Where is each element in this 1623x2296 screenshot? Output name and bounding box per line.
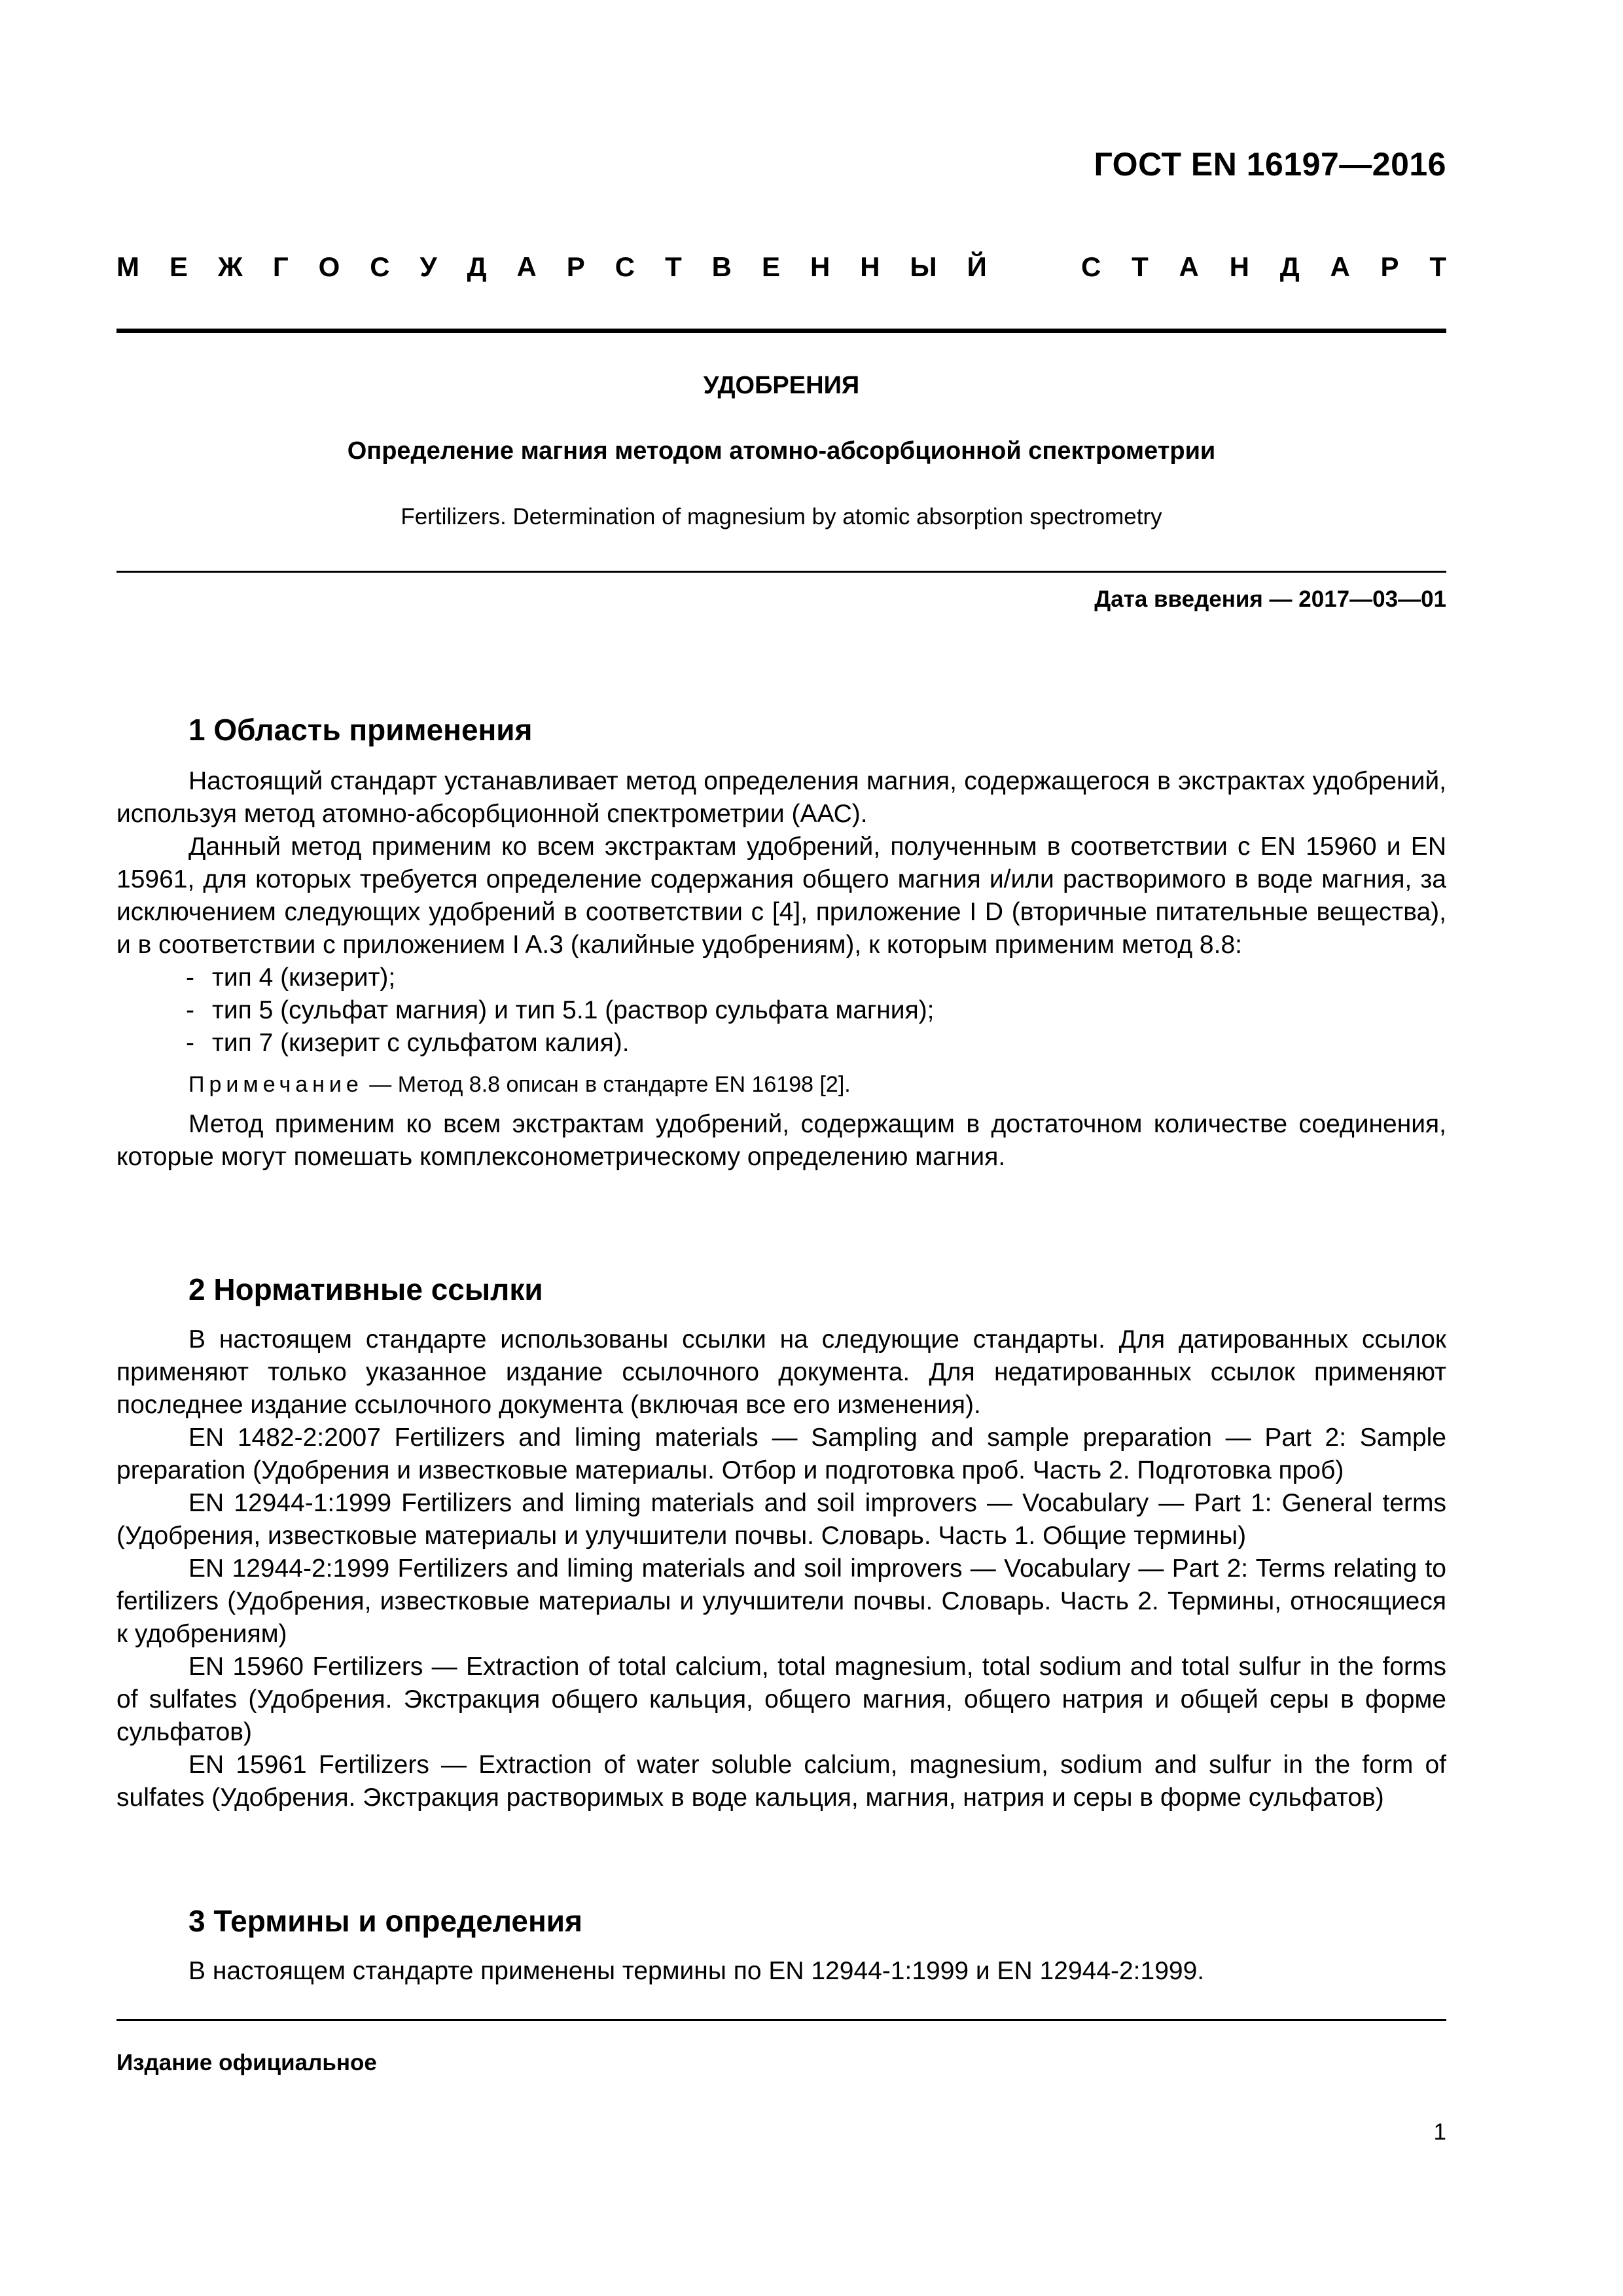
banner-letter: О — [318, 251, 340, 282]
section-heading: 2 Нормативные ссылки — [188, 1272, 543, 1306]
section-heading: 3 Термины и определения — [188, 1904, 582, 1938]
section-heading: 1 Область применения — [188, 713, 533, 747]
exclusion-list — [116, 961, 1446, 1060]
banner-letter: У — [419, 251, 437, 282]
banner-letter: Р — [566, 251, 585, 282]
banner-letter: Т — [1429, 251, 1446, 282]
banner-letter: Т — [665, 251, 682, 282]
page-number: 1 — [1433, 2119, 1446, 2145]
paragraph: Настоящий стандарт устанавливает метод определения магния, содержащегося в экстрактах удобрений, используя метод атомно-абсорбционной спектрометрии (ААС). — [116, 767, 1446, 828]
section-normative-references — [116, 1270, 1446, 1814]
document-title: УДОБРЕНИЯ — [703, 372, 860, 399]
banner-letter: Н — [810, 251, 830, 282]
banner-letter: А — [516, 251, 537, 282]
english-title: Fertilizers. Determination of magnesium by atomic absorption spectrometry — [401, 504, 1162, 529]
standard-word — [1081, 251, 1446, 283]
document-page — [116, 0, 1446, 2296]
interstate-standard-banner — [116, 251, 1446, 283]
list-item: - тип 5 (сульфат магния) и тип 5.1 (раствор сульфата магния); — [186, 996, 935, 1024]
header-divider — [116, 329, 1446, 333]
banner-letter: Г — [272, 251, 289, 282]
note — [188, 1069, 1446, 1100]
banner-letter: Т — [1132, 251, 1149, 282]
banner-letter: Р — [1380, 251, 1399, 282]
section-terms — [116, 1901, 1446, 1988]
document-subtitle: Определение магния методом атомно-абсорбционной спектрометрии — [347, 437, 1216, 465]
paragraph: В настоящем стандарте применены термины по EN 12944-1:1999 и EN 12944-2:1999. — [188, 1957, 1205, 1985]
note-label: Примечание — [188, 1072, 363, 1097]
banner-letter: Е — [169, 251, 188, 282]
standard-number: ГОСТ EN 16197—2016 — [1094, 146, 1446, 183]
banner-letter: Д — [1279, 251, 1300, 282]
paragraph: В настоящем стандарте использованы ссылки на следующие стандарты. Для датированных ссылок применяют только указанное издание ссылочного документа. Для недатированных ссылок применяют последнее издание ссылочного документа (включая все его изменения). — [116, 1325, 1446, 1419]
banner-letter: Н — [860, 251, 880, 282]
official-edition-label: Издание официальное — [116, 2050, 377, 2075]
list-item: - тип 7 (кизерит с сульфатом калия). — [186, 1029, 630, 1057]
title-divider — [116, 571, 1446, 573]
banner-letter: С — [1081, 251, 1101, 282]
banner-letter: М — [116, 251, 139, 282]
reference-item: EN 15960 Fertilizers — Extraction of total calcium, total magnesium, total sodium and total sulfur in the forms of sulfates (Удобрения. Экстракция общего кальция, общего магния, общего натрия и общей серы в форме сульфатов) — [116, 1653, 1446, 1746]
banner-letter: С — [615, 251, 635, 282]
banner-letter: В — [711, 251, 732, 282]
banner-letter: А — [1330, 251, 1350, 282]
paragraph: Данный метод применим ко всем экстрактам удобрений, полученным в соответствии с EN 15960 и EN 15961, для которых требуется определение содержания общего магния и/или растворимого в воде магния, за исключением следующих удобрений в соответствии с [4], приложение I D (вторичные питательные вещества), и в соответствии с приложением I A.3 (калийные удобрениям), к которым применим метод 8.8: — [116, 833, 1446, 959]
footer-divider — [116, 2019, 1446, 2021]
introduction-date: Дата введения — 2017—03—01 — [1094, 586, 1446, 612]
list-item: - тип 4 (кизерит); — [186, 963, 396, 992]
banner-letter: А — [1179, 251, 1199, 282]
reference-item: EN 12944-1:1999 Fertilizers and liming materials and soil improvers — Vocabulary — Part 1: General terms (Удобрения, известковые материалы и улучшители почвы. Словарь. Часть 1. Общие термины) — [116, 1489, 1446, 1550]
banner-letter: С — [370, 251, 390, 282]
banner-letter: Ы — [910, 251, 937, 282]
note-text: — Метод 8.8 описан в стандарте EN 16198 [2]. — [363, 1072, 851, 1097]
reference-item: EN 12944-2:1999 Fertilizers and liming materials and soil improvers — Vocabulary — Part 2: Terms relating to fertilizers (Удобрения, известковые материалы и улучшители почвы. Словарь. Часть 2. Термины, относящиеся к удобрениям) — [116, 1554, 1446, 1648]
banner-letter: Е — [761, 251, 780, 282]
banner-letter: Н — [1229, 251, 1249, 282]
paragraph: Метод применим ко всем экстрактам удобрений, содержащим в достаточном количестве соединения, которые могут помешать комплексонометрическому определению магния. — [116, 1110, 1446, 1171]
reference-item: EN 1482-2:2007 Fertilizers and liming materials — Sampling and sample preparation — Part 2: Sample preparation (Удобрения и известковые материалы. Отбор и подготовка проб. Часть 2. Подготовка проб) — [116, 1424, 1446, 1484]
interstate-word — [116, 251, 987, 283]
banner-letter: Ж — [217, 251, 243, 282]
section-scope — [116, 710, 1446, 1174]
reference-item: EN 15961 Fertilizers — Extraction of water soluble calcium, magnesium, sodium and sulfur in the form of sulfates (Удобрения. Экстракция растворимых в воде кальция, магния, натрия и серы в форме сульфатов) — [116, 1751, 1446, 1812]
banner-letter: Д — [467, 251, 487, 282]
banner-letter: Й — [967, 251, 987, 282]
